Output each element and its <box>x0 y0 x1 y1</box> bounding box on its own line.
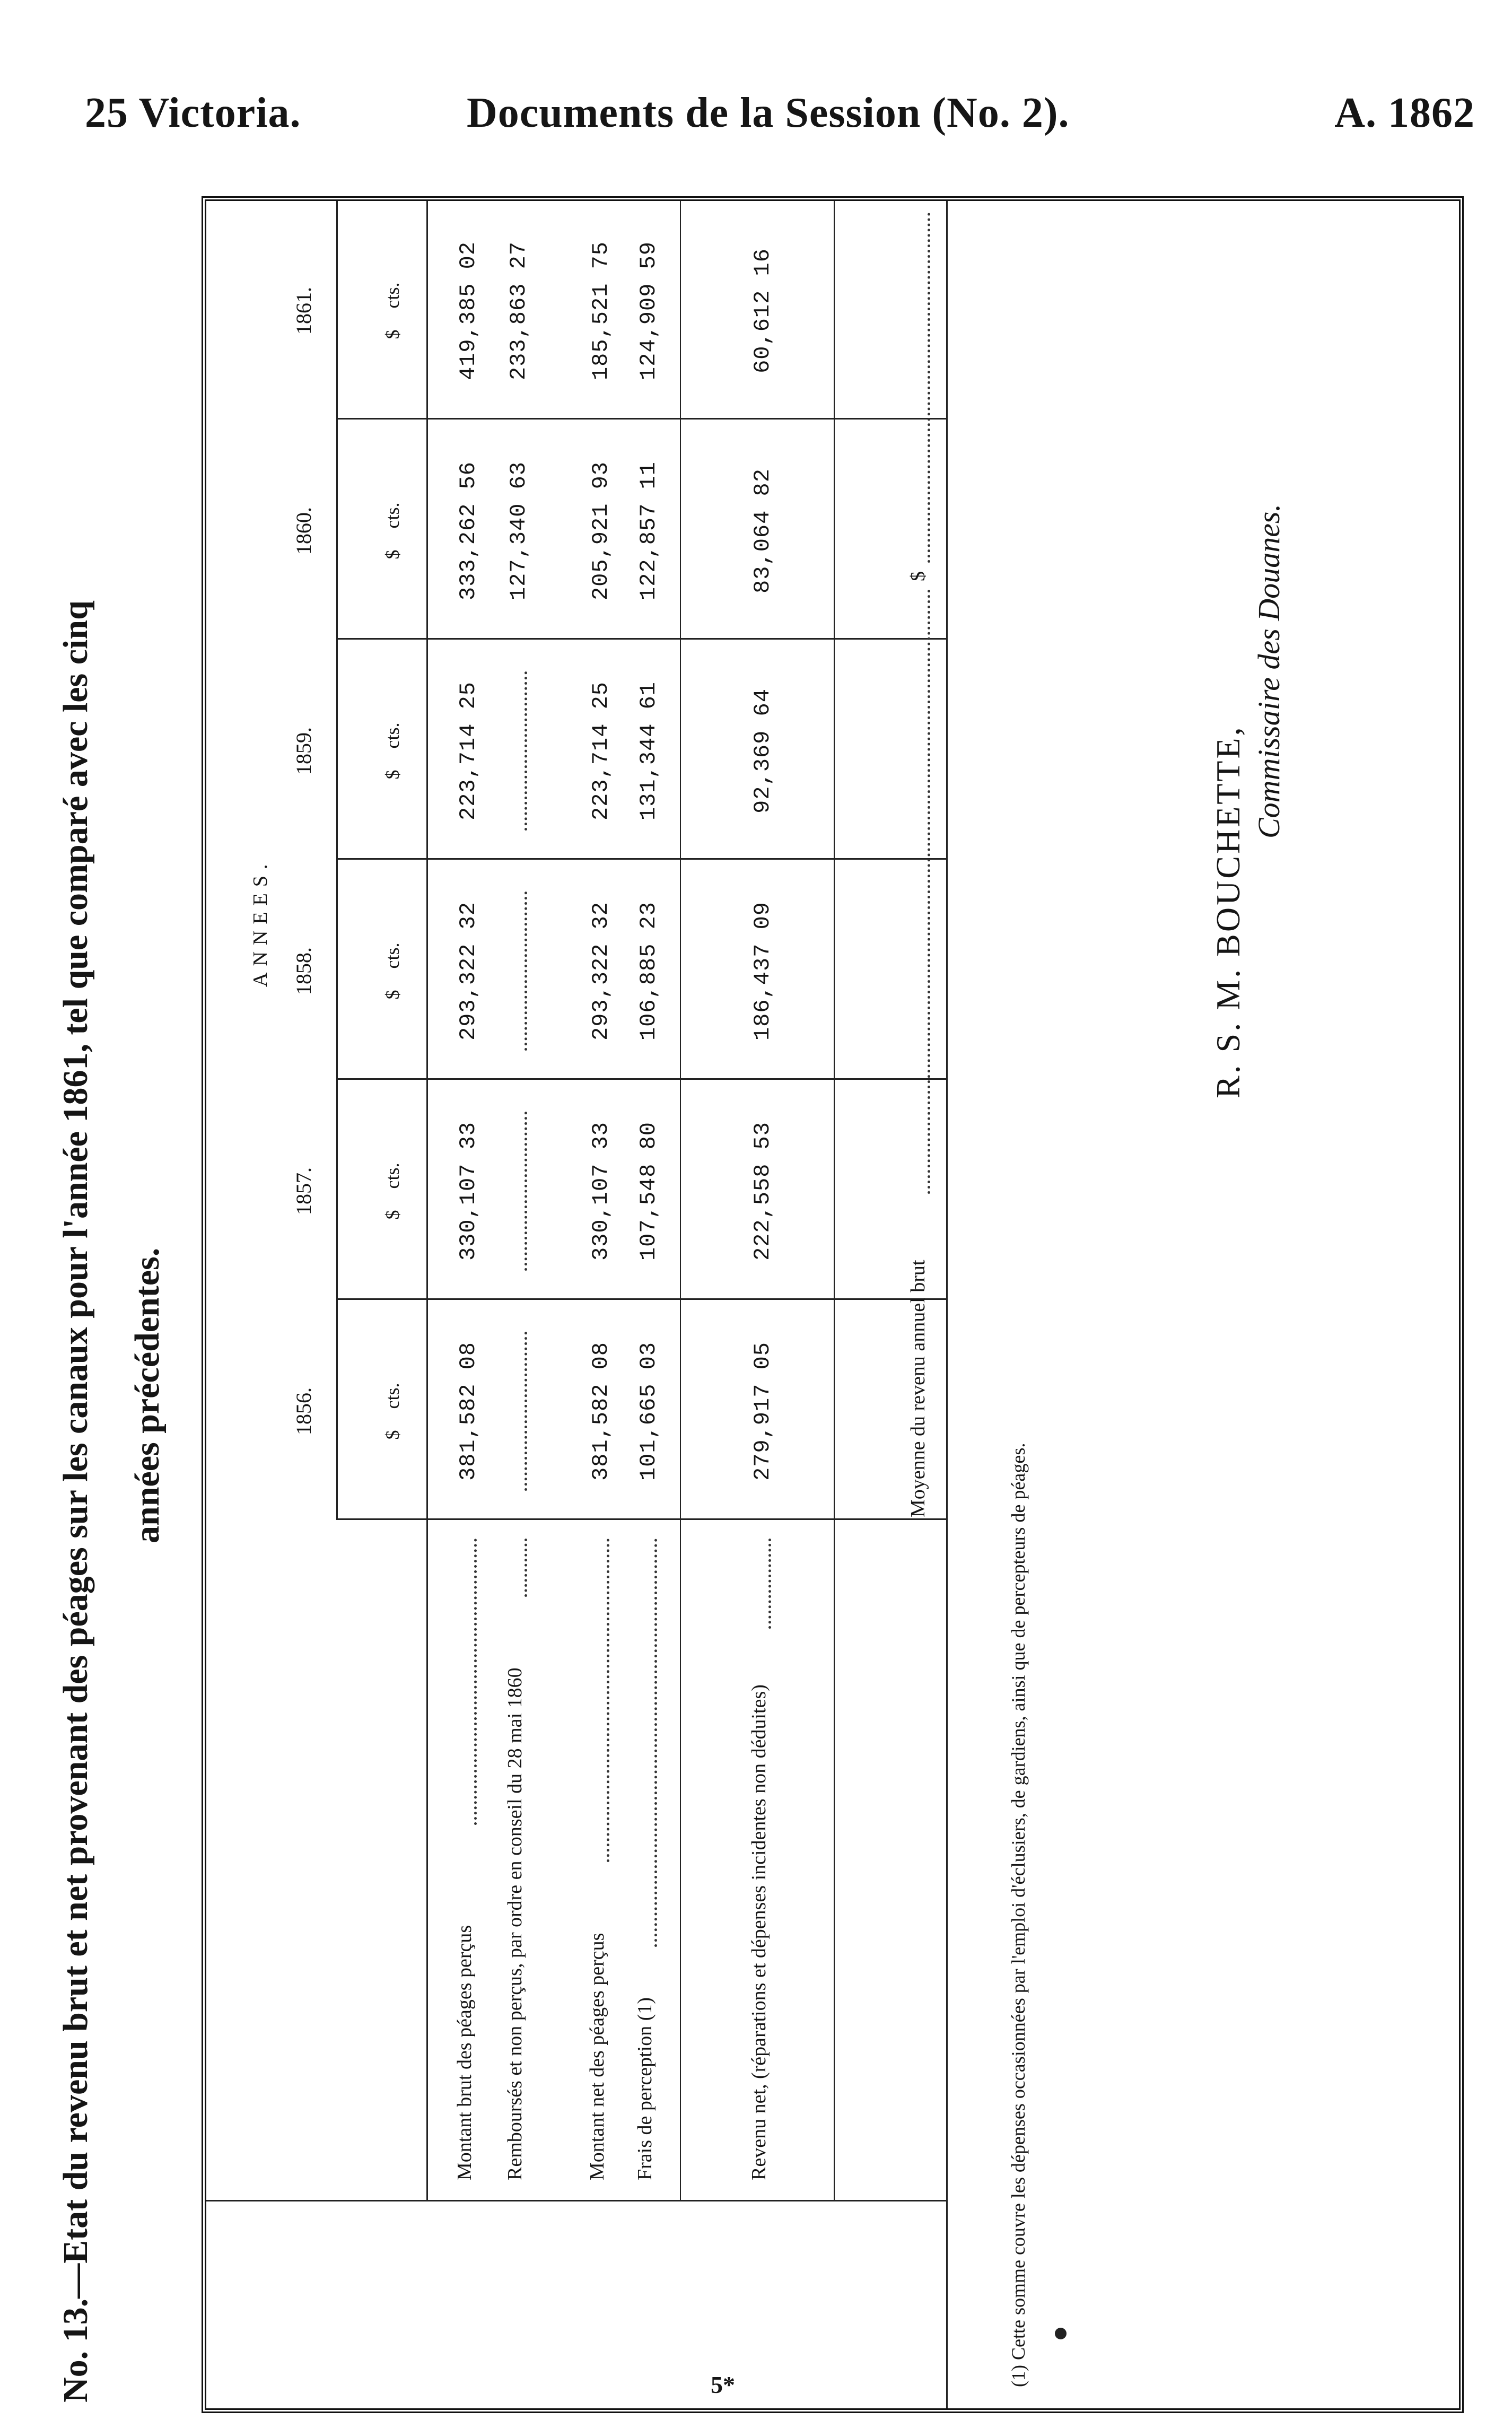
row-label-refunds: Remboursés et non perçus, par ordre en conseil du 28 mai 1860 <box>504 1667 526 2180</box>
col-rule-1 <box>336 1518 946 1520</box>
row-label-net-tolls: Montant net des péages perçus <box>586 1933 608 2180</box>
cell-gross-1860: 333,262 56 <box>456 461 481 601</box>
unit-header: $cts. <box>382 502 403 560</box>
year-header-1856: 1856. <box>292 1387 316 1435</box>
unit-header: $cts. <box>382 942 403 1000</box>
cell-net-revenue-1859: 92,369 64 <box>750 688 775 814</box>
row-label-gross-tolls: Montant brut des péages perçus <box>453 1925 476 2180</box>
rotated-page-content <box>42 196 1474 2413</box>
cell-gross-1858: 293,322 32 <box>456 901 481 1041</box>
header-document-title: Documents de la Session (No. 2). <box>467 90 1070 136</box>
average-unit: $ <box>907 571 929 581</box>
cell-gross-1857: 330,107 33 <box>456 1121 481 1261</box>
stray-mark <box>1055 2328 1067 2339</box>
col-rule-4 <box>336 858 946 860</box>
years-header-rule <box>336 201 338 1520</box>
row-label-collection-costs: Frais de perception (1) <box>634 1997 656 2180</box>
cell-net-tolls-1858: 293,322 32 <box>588 901 614 1041</box>
years-group-header: ANNEES. <box>249 858 272 987</box>
col-rule-2 <box>336 1298 946 1300</box>
leader-dots <box>654 1539 657 1947</box>
col-rule-3 <box>336 1078 946 1080</box>
cell-net-revenue-1858: 186,437 09 <box>750 901 775 1041</box>
cell-net-revenue-1860: 83,064 82 <box>750 468 775 593</box>
cell-net-revenue-1856: 279,917 05 <box>750 1341 775 1481</box>
leader-dots <box>525 1539 527 1597</box>
cell-refunds-1861: 233,863 27 <box>506 241 531 381</box>
page-folio: 5* <box>711 2371 735 2398</box>
cell-costs-1857: 107,548 80 <box>636 1121 661 1261</box>
cell-refunds-1860: 127,340 63 <box>506 461 531 601</box>
col-rule-5 <box>336 638 946 640</box>
leader-dots <box>607 1539 609 1862</box>
cell-net-tolls-1860: 205,921 93 <box>588 461 614 601</box>
row-label-net-revenue: Revenu net, (réparations et dépenses incidentes non déduites) <box>748 1684 770 2180</box>
table-bottom-rule <box>946 201 948 2408</box>
cell-gross-1859: 223,714 25 <box>456 681 481 821</box>
average-gross-revenue-label: Moyenne du revenu annuel brut <box>907 1260 929 1517</box>
cell-costs-1861: 124,909 59 <box>636 241 661 381</box>
cell-net-tolls-1861: 185,521 75 <box>588 241 614 381</box>
signature-name: R. S. M. BOUCHETTE, <box>1209 725 1247 1098</box>
year-header-1861: 1861. <box>292 287 316 335</box>
unit-header: $cts. <box>382 1163 403 1220</box>
header-bottom-rule <box>426 201 428 2201</box>
unit-header: $cts. <box>382 722 403 780</box>
cell-net-tolls-1859: 223,714 25 <box>588 681 614 821</box>
leader-dots <box>768 1539 771 1629</box>
cell-net-tolls-1856: 381,582 08 <box>588 1341 614 1481</box>
year-header-1859: 1859. <box>292 727 316 775</box>
cell-gross-1856: 381,582 08 <box>456 1341 481 1481</box>
leader-dots <box>928 589 930 1194</box>
cell-costs-1856: 101,665 03 <box>636 1341 661 1481</box>
cell-costs-1859: 131,344 61 <box>636 681 661 821</box>
row-group-rule-2 <box>834 201 835 2201</box>
footnote: (1) Cette somme couvre les dépenses occasionnées par l'emploi d'éclusiers, de gardiens, ainsi que de percepteurs de péages. <box>1008 1443 1029 2387</box>
unit-header: $cts. <box>382 282 403 339</box>
year-header-1857: 1857. <box>292 1167 316 1215</box>
title-line-1: No. 13.—Etat du revenu brut et net provenant des péages sur les canaux pour l'année 1861, tel que comparé avec les cinq <box>56 600 95 2402</box>
cell-refunds-1859-blank <box>525 671 527 831</box>
header-year: A. 1862 <box>1334 90 1475 136</box>
header-session-year: 25 Victoria. <box>85 90 301 136</box>
cell-net-tolls-1857: 330,107 33 <box>588 1121 614 1261</box>
cell-refunds-1856-blank <box>525 1332 527 1491</box>
cell-refunds-1857-blank <box>525 1112 527 1271</box>
label-column-rule <box>206 2200 946 2201</box>
cell-net-revenue-1861: 60,612 16 <box>750 248 775 373</box>
signature-title: Commissaire des Douanes. <box>1252 503 1286 838</box>
cell-costs-1860: 122,857 11 <box>636 461 661 601</box>
cell-net-revenue-1857: 222,558 53 <box>750 1121 775 1261</box>
unit-header: $cts. <box>382 1383 403 1440</box>
leader-dots <box>474 1539 477 1825</box>
cell-costs-1858: 106,885 23 <box>636 901 661 1041</box>
year-header-1858: 1858. <box>292 947 316 995</box>
row-group-rule-1 <box>680 201 681 2201</box>
year-header-1860: 1860. <box>292 507 316 555</box>
title-line-2: années précédentes. <box>128 1247 167 1543</box>
revenue-table <box>206 201 959 2408</box>
cell-gross-1861: 419,385 02 <box>456 241 481 381</box>
col-rule-6 <box>336 418 946 420</box>
table-frame <box>202 196 1464 2413</box>
average-value-blank <box>928 213 930 563</box>
cell-refunds-1858-blank <box>525 892 527 1051</box>
